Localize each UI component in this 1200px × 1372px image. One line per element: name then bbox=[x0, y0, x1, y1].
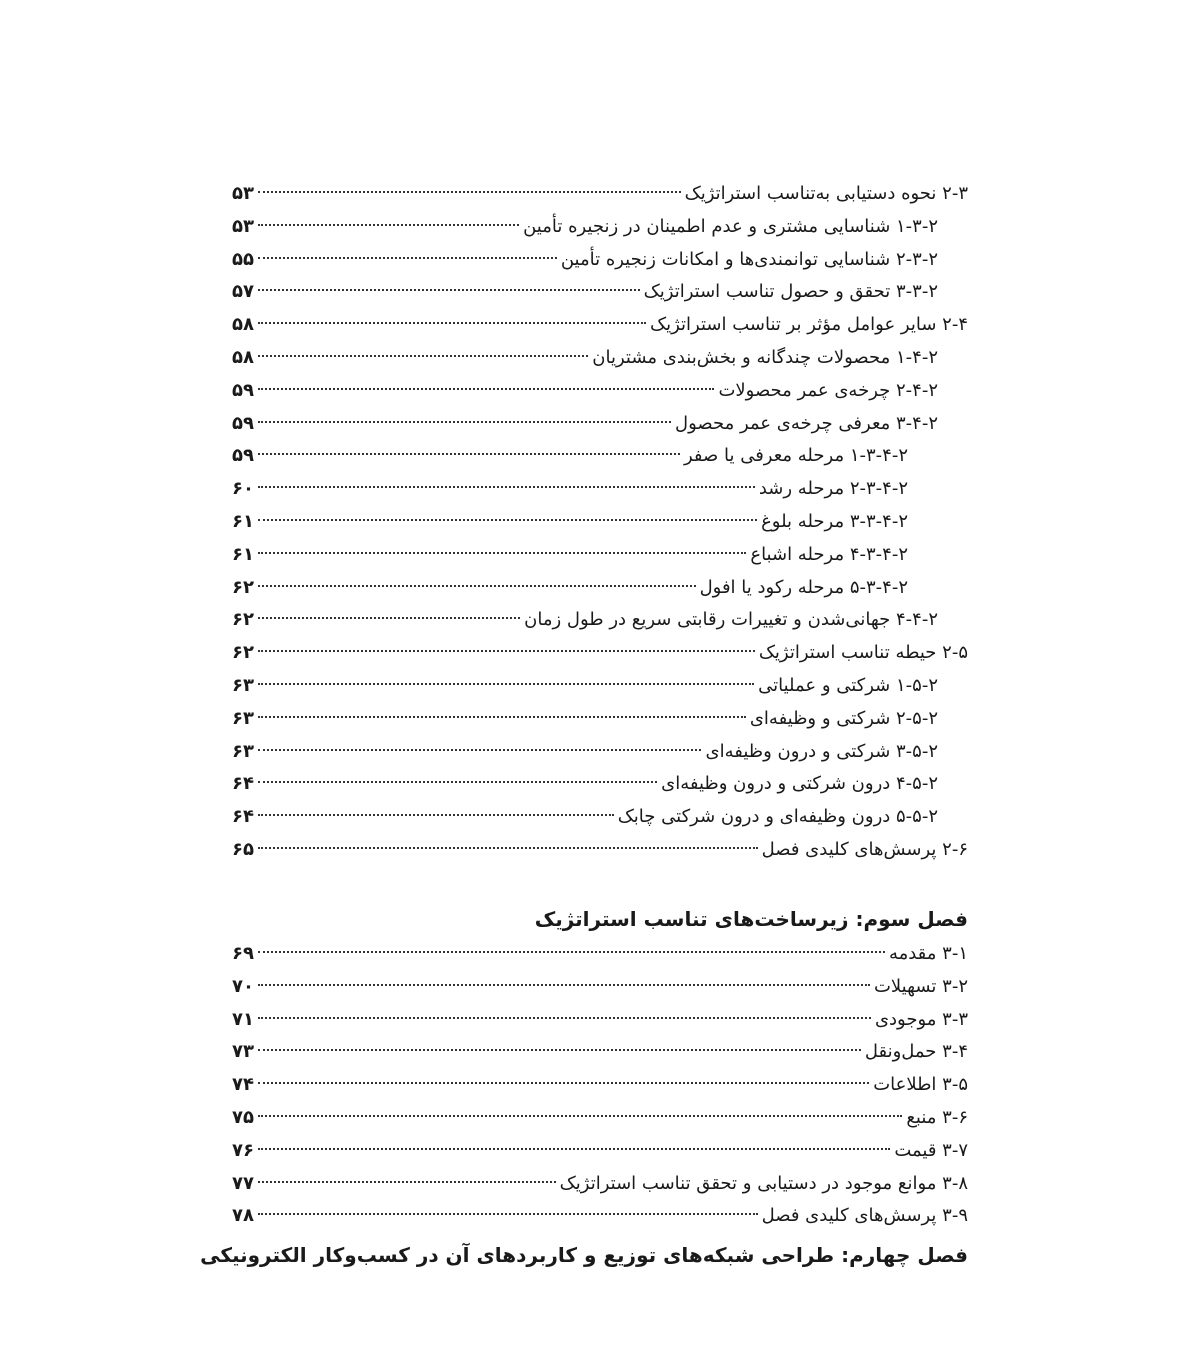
toc-entry-page: ۷۱ bbox=[232, 1008, 254, 1030]
dot-leader bbox=[258, 683, 754, 685]
dot-leader bbox=[258, 322, 646, 324]
toc-entry-title: ۴-۴-۲ جهانی‌شدن و تغییرات رقابتی سریع در طول زمان bbox=[524, 609, 938, 631]
toc-entry bbox=[232, 440, 968, 473]
toc-entry bbox=[232, 1036, 968, 1069]
chapter-3-heading: فصل سوم: زیرساخت‌های تناسب استراتژیک bbox=[534, 907, 968, 931]
toc-entry-title: ۳-۵-۲ شرکتی و درون وظیفه‌ای bbox=[705, 740, 938, 762]
toc-entry-title: ۱-۳-۴-۲ مرحله معرفی یا صفر bbox=[683, 445, 908, 467]
toc-entry-title: ۳-۳ موجودی bbox=[874, 1008, 968, 1030]
toc-entry-page: ۶۰ bbox=[232, 478, 254, 500]
dot-leader bbox=[258, 453, 680, 455]
toc-entry-title: ۳-۳-۲ تحقق و حصول تناسب استراتژیک bbox=[643, 281, 938, 303]
toc-entry bbox=[232, 834, 968, 867]
toc-entry-page: ۷۵ bbox=[232, 1106, 254, 1128]
toc-entry-page: ۵۸ bbox=[232, 346, 254, 368]
dot-leader bbox=[258, 486, 755, 488]
toc-entry bbox=[232, 211, 968, 244]
toc-entry bbox=[232, 971, 968, 1004]
dot-leader bbox=[258, 519, 757, 521]
toc-entry bbox=[232, 703, 968, 736]
dot-leader bbox=[258, 355, 588, 357]
toc-entry bbox=[232, 801, 968, 834]
toc-entry bbox=[232, 604, 968, 637]
toc-entry-page: ۵۳ bbox=[232, 183, 254, 204]
toc-entry-page: ۶۲ bbox=[232, 576, 254, 598]
dot-leader bbox=[258, 1181, 556, 1183]
toc-entry-page: ۶۲ bbox=[232, 642, 254, 664]
toc-entry-title: ۳-۸ موانع موجود در دستیابی و تحقق تناسب استراتژیک bbox=[559, 1172, 968, 1194]
toc-chapter-2 bbox=[232, 178, 968, 867]
toc-entry bbox=[232, 539, 968, 572]
toc-entry-title: ۲-۳-۲ شناسایی توانمندی‌ها و امکانات زنجیره تأمین bbox=[560, 248, 938, 270]
toc-entry-title: ۳-۶ منبع bbox=[906, 1106, 968, 1128]
toc-entry-page: ۷۶ bbox=[232, 1139, 254, 1161]
dot-leader bbox=[258, 585, 696, 587]
toc-entry bbox=[232, 768, 968, 801]
dot-leader bbox=[258, 749, 701, 751]
toc-entry-title: ۳-۴ حمل‌ونقل bbox=[864, 1041, 968, 1063]
toc-entry bbox=[232, 309, 968, 342]
toc-entry-title: ۳-۲ تسهیلات bbox=[873, 975, 968, 997]
toc-entry-page: ۵۸ bbox=[232, 314, 254, 336]
toc-entry-page: ۷۰ bbox=[232, 975, 254, 997]
toc-entry-title: ۳-۵ اطلاعات bbox=[873, 1074, 968, 1096]
toc-entry-page: ۵۹ bbox=[232, 379, 254, 401]
toc-entry bbox=[232, 1168, 968, 1201]
dot-leader bbox=[258, 257, 557, 259]
dot-leader bbox=[258, 1213, 758, 1215]
dot-leader bbox=[258, 951, 885, 953]
toc-entry-title: ۲-۴-۲ چرخه‌ی عمر محصولات bbox=[718, 379, 938, 401]
toc-entry bbox=[232, 1102, 968, 1135]
toc-entry bbox=[232, 1069, 968, 1102]
toc-entry bbox=[232, 1135, 968, 1168]
toc-entry bbox=[232, 1200, 968, 1233]
toc-entry-page: ۷۷ bbox=[232, 1172, 254, 1194]
toc-entry-page: ۷۸ bbox=[232, 1205, 254, 1227]
toc-entry-title: ۴-۵-۲ درون شرکتی و درون وظیفه‌ای bbox=[661, 773, 938, 795]
toc-entry-title: ۱-۵-۲ شرکتی و عملیاتی bbox=[758, 674, 938, 696]
toc-entry-title: ۲-۳ نحوه دستیابی به‌تناسب استراتژیک bbox=[684, 183, 968, 204]
toc-entry-title: ۲-۵ حیطه تناسب استراتژیک bbox=[758, 642, 968, 664]
dot-leader bbox=[258, 224, 519, 226]
toc-entry-page: ۶۳ bbox=[232, 707, 254, 729]
toc-entry-title: ۵-۵-۲ درون وظیفه‌ای و درون شرکتی چابک bbox=[617, 806, 938, 828]
toc-entry-page: ۶۴ bbox=[232, 773, 254, 795]
toc-chapter-3 bbox=[232, 900, 968, 1233]
toc-entry-title: ۲-۳-۴-۲ مرحله رشد bbox=[758, 478, 908, 500]
toc-entry-title: ۳-۷ قیمت bbox=[894, 1139, 968, 1161]
toc-entry bbox=[232, 637, 968, 670]
dot-leader bbox=[258, 552, 746, 554]
toc-entry-title: ۱-۳-۲ شناسایی مشتری و عدم اطمینان در زنجیره تأمین bbox=[523, 215, 938, 237]
toc-entry bbox=[232, 473, 968, 506]
toc-entry bbox=[232, 375, 968, 408]
toc-entry-title: ۲-۵-۲ شرکتی و وظیفه‌ای bbox=[749, 707, 938, 729]
toc-entry-title: ۲-۶ پرسش‌های کلیدی فصل bbox=[761, 838, 968, 860]
toc-entry bbox=[232, 178, 968, 211]
dot-leader bbox=[258, 1148, 890, 1150]
toc-entry-page: ۷۳ bbox=[232, 1041, 254, 1063]
toc-entry bbox=[232, 572, 968, 605]
toc-entry-page: ۶۴ bbox=[232, 806, 254, 828]
toc-entry bbox=[232, 736, 968, 769]
toc-entry-page: ۵۹ bbox=[232, 445, 254, 467]
toc-entry-title: ۳-۳-۴-۲ مرحله بلوغ bbox=[761, 510, 908, 532]
dot-leader bbox=[258, 289, 640, 291]
toc-entry bbox=[232, 408, 968, 441]
toc-entry-page: ۵۷ bbox=[232, 281, 254, 303]
dot-leader bbox=[258, 984, 870, 986]
toc-entry-title: ۴-۳-۴-۲ مرحله اشباع bbox=[750, 543, 908, 565]
toc-entry bbox=[232, 276, 968, 309]
toc-entry-page: ۶۲ bbox=[232, 609, 254, 631]
toc-entry-page: ۶۱ bbox=[232, 543, 254, 565]
toc-entry-page: ۶۳ bbox=[232, 674, 254, 696]
toc-entry-page: ۵۳ bbox=[232, 215, 254, 237]
toc-entry-page: ۶۱ bbox=[232, 510, 254, 532]
toc-entry bbox=[232, 342, 968, 375]
dot-leader bbox=[258, 1115, 902, 1117]
toc-entry-page: ۷۴ bbox=[232, 1074, 254, 1096]
toc-entry bbox=[232, 670, 968, 703]
dot-leader bbox=[258, 716, 746, 718]
toc-entry-page: ۶۵ bbox=[232, 838, 254, 860]
dot-leader bbox=[258, 847, 758, 849]
dot-leader bbox=[258, 814, 614, 816]
dot-leader bbox=[258, 388, 714, 390]
toc-entry-title: ۵-۳-۴-۲ مرحله رکود یا افول bbox=[699, 576, 908, 598]
toc-entry-page: ۶۹ bbox=[232, 943, 254, 964]
dot-leader bbox=[258, 421, 671, 423]
dot-leader bbox=[258, 650, 755, 652]
toc-entry-page: ۵۹ bbox=[232, 412, 254, 434]
toc-entry-title: ۳-۹ پرسش‌های کلیدی فصل bbox=[761, 1205, 968, 1227]
toc-entry-page: ۶۳ bbox=[232, 740, 254, 762]
dot-leader bbox=[258, 781, 657, 783]
toc-entry-title: ۱-۴-۲ محصولات چندگانه و بخش‌بندی مشتریان bbox=[592, 346, 938, 368]
dot-leader bbox=[258, 1082, 869, 1084]
toc-entry bbox=[232, 1004, 968, 1037]
dot-leader bbox=[258, 191, 681, 193]
dot-leader bbox=[258, 1017, 871, 1019]
toc-entry bbox=[232, 938, 968, 971]
dot-leader bbox=[258, 1049, 861, 1051]
toc-entry bbox=[232, 506, 968, 539]
toc-entry-title: ۳-۴-۲ معرفی چرخه‌ی عمر محصول bbox=[674, 412, 938, 434]
chapter-4-heading: فصل چهارم: طراحی شبکه‌های توزیع و کاربردهای آن در کسب‌وکار الکترونیکی bbox=[200, 1243, 968, 1267]
toc-entry-page: ۵۵ bbox=[232, 248, 254, 270]
toc-entry-title: ۳-۱ مقدمه bbox=[888, 943, 968, 964]
toc-entry-title: ۲-۴ سایر عوامل مؤثر بر تناسب استراتژیک bbox=[649, 314, 968, 336]
toc-entry bbox=[232, 244, 968, 277]
dot-leader bbox=[258, 617, 520, 619]
